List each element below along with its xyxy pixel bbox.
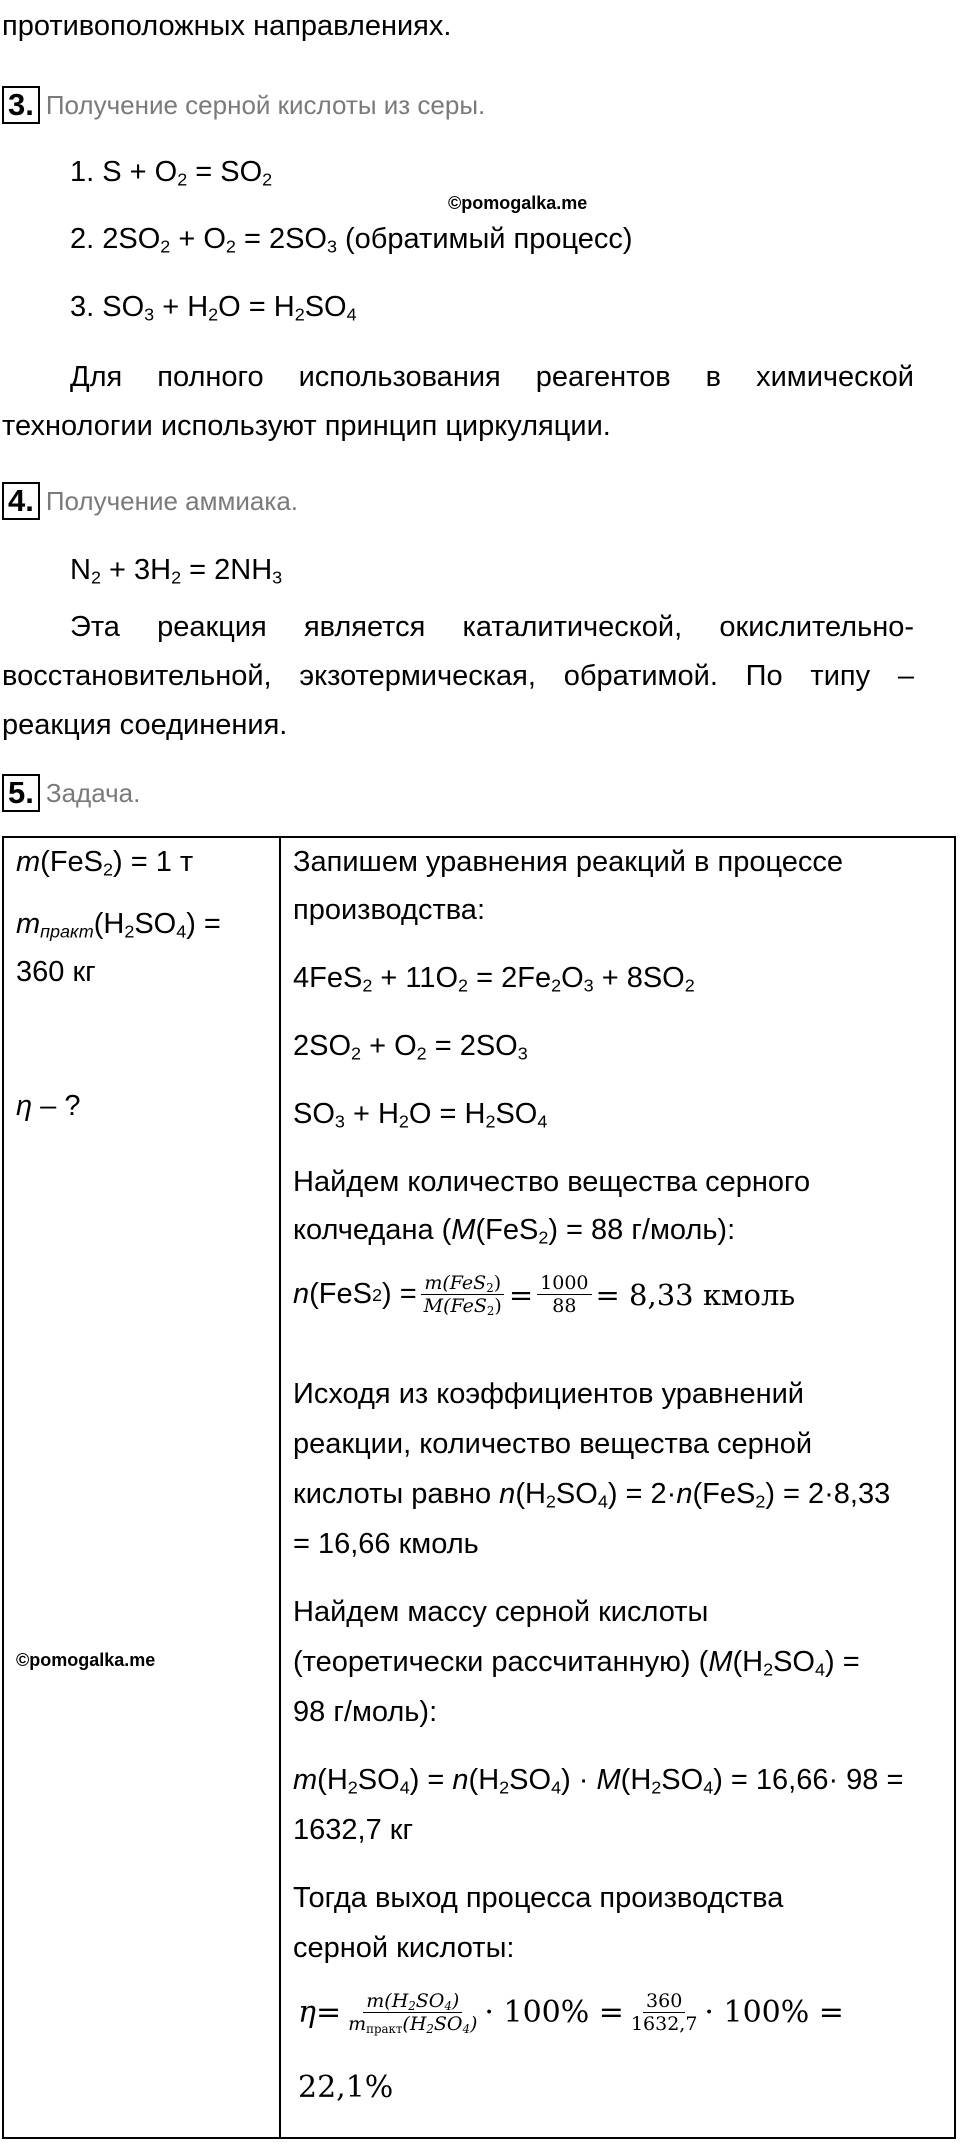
solution-line: реакции, количество вещества серной bbox=[293, 1428, 813, 1460]
section-title: Получение серной кислоты из серы. bbox=[45, 89, 486, 120]
ammonia-equation: $N_2 + 3H_2 = 2NH_3$ bbox=[70, 554, 283, 588]
given-mass-practical-value: 360 кг bbox=[16, 956, 96, 988]
given-mass-practical: $m_{практ}(H_2SO_4)$ = bbox=[16, 908, 221, 942]
solution-line: Тогда выход процесса производства bbox=[293, 1882, 784, 1914]
solution-line: серной кислоты: bbox=[293, 1932, 515, 1964]
solution-line: кислоты равно $n(H_2SO_4) = 2\cdot n(FeS_2) = 2\cdot 8,33$ bbox=[293, 1478, 891, 1512]
solution-line: (теоретически рассчитанную) ($M(H_2SO_4)$ = bbox=[293, 1646, 860, 1680]
watermark: ©pomogalka.me bbox=[448, 193, 588, 213]
section-title: Получение аммиака. bbox=[45, 485, 299, 516]
watermark: ©pomogalka.me bbox=[16, 1650, 156, 1670]
equation-2: 2. $2SO_2 + O_2 = 2SO_3$ (обратимый процесс) bbox=[70, 223, 633, 257]
intro-tail: противоположных направлениях. bbox=[2, 10, 452, 42]
solution-line: производства: bbox=[293, 894, 485, 926]
section-5-heading bbox=[2, 774, 140, 812]
task-table bbox=[2, 836, 956, 2139]
reaction-3: $SO_3 + H_2O = H_2SO_4$ bbox=[293, 1098, 548, 1132]
solution-line: 1632,7 кг bbox=[293, 1814, 414, 1846]
paragraph-line: восстановительной, экзотермическая, обратимой. По типу – bbox=[2, 660, 914, 692]
fraction: $\frac{360}{1632,7}$ bbox=[630, 1990, 698, 2035]
solution-line: = 16,66 кмоль bbox=[293, 1528, 479, 1560]
fraction: $\frac{m(H_2SO_4)}{m_{практ}(H_2SO_4)}$ bbox=[348, 1990, 478, 2036]
solution-line: $m(H_2SO_4) = n(H_2SO_4) \cdot M(H_2SO_4) = 16,66\cdot 98$ = bbox=[293, 1764, 904, 1798]
solution-line: 98 г/моль): bbox=[293, 1696, 438, 1728]
equation-1: 1. $S + O_2 = SO_2$ bbox=[70, 156, 273, 190]
yield-result: 22,1% bbox=[298, 2070, 394, 2105]
solution-line: Найдем количество вещества серного bbox=[293, 1166, 811, 1198]
find-eta: η – ? bbox=[16, 1090, 81, 1122]
fraction: $\frac{m(FeS_2)}{M(FeS_2)}$ bbox=[421, 1272, 505, 1317]
section-number: 4. bbox=[2, 482, 40, 520]
moles-calculation: n (FeS 2 ) = $\frac{m(FeS_2)}{M(FeS_2)}$ = $\frac{1000}{88}$ = 8,33 кмоль bbox=[293, 1272, 796, 1318]
reaction-1: $4FeS_2 + 11O_2 = 2Fe_2O_3 + 8SO_2$ bbox=[293, 962, 695, 996]
paragraph-line: Для полного использования реагентов в химической bbox=[70, 361, 914, 393]
section-title: Задача. bbox=[45, 777, 141, 808]
solution-line: Найдем массу серной кислоты bbox=[293, 1596, 709, 1628]
paragraph-line: технологии используют принцип циркуляции. bbox=[2, 410, 611, 442]
equation-3: 3. $SO_3 + H_2O = H_2SO_4$ bbox=[70, 291, 357, 325]
section-number: 5. bbox=[2, 774, 40, 812]
solution-line: колчедана (M(FeS$_2$) = 88 г/моль): bbox=[293, 1214, 736, 1248]
section-4-heading bbox=[2, 482, 298, 520]
fraction: $\frac{1000}{88}$ bbox=[537, 1272, 591, 1317]
section-number: 3. bbox=[2, 86, 40, 124]
section-3-heading bbox=[2, 86, 485, 124]
yield-calculation: η = $\frac{m(H_2SO_4)}{m_{практ}(H_2SO_4)}$ · 100% = $\frac{360}{1632,7}$ · 100% = bbox=[298, 1990, 844, 2036]
reaction-2: $2SO_2 + O_2 = 2SO_3$ bbox=[293, 1030, 528, 1064]
given-mass-fes2: m(FeS$_2$) = 1 т bbox=[16, 846, 194, 880]
column-divider bbox=[279, 838, 281, 2137]
paragraph-line: реакция соединения. bbox=[2, 709, 288, 741]
paragraph-line: Эта реакция является каталитической, окислительно- bbox=[70, 611, 914, 643]
solution-line: Запишем уравнения реакций в процессе bbox=[293, 846, 843, 878]
solution-line: Исходя из коэффициентов уравнений bbox=[293, 1378, 804, 1410]
